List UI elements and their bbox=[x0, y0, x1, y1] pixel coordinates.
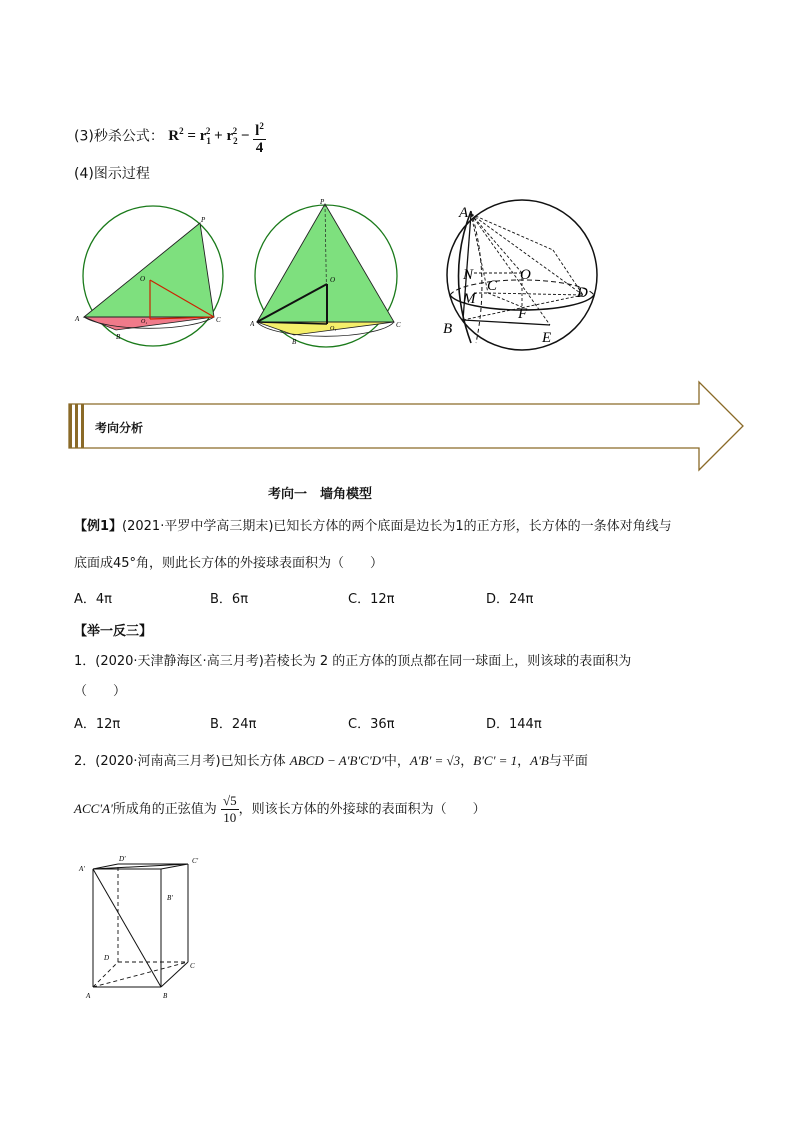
question-1-line-2: （ ） bbox=[74, 684, 127, 699]
label-a: A bbox=[250, 320, 255, 328]
banner-bar-2 bbox=[75, 404, 78, 448]
label-b: B bbox=[292, 338, 297, 346]
label-c: C bbox=[190, 962, 195, 970]
banner-arrow-shape bbox=[69, 382, 743, 470]
label-a: A bbox=[86, 992, 91, 1000]
label-ap: A' bbox=[79, 865, 85, 873]
edge-a-o bbox=[471, 214, 522, 273]
label-d: D bbox=[104, 954, 110, 962]
label-c: C bbox=[396, 321, 401, 329]
label-m: M bbox=[463, 291, 476, 307]
section-banner bbox=[68, 380, 748, 472]
example-1-option-d: D．24π bbox=[486, 592, 534, 607]
formula-expression: $R^2 = r_1^2 + r_2^2$ − $\frac{l^2}{4}$ bbox=[168, 128, 266, 144]
practice-title: 【举一反三】 bbox=[74, 624, 153, 639]
section-4-title: (4)图示过程 bbox=[74, 166, 150, 182]
edge-c-d bbox=[488, 293, 583, 295]
question-2-line-2: ACC'A'所成角的正弦值为 $\frac{√5}{10}$ ，则该长方体的外接球的表面积为（ ） bbox=[74, 793, 486, 825]
label-d: D bbox=[577, 285, 588, 301]
question-1-option-b: B．24π bbox=[210, 717, 257, 732]
example-1-option-c: C．12π bbox=[348, 592, 395, 607]
example-1-line-1: 【例1】(2021·平罗中学高三期末)已知长方体的两个底面是边长为1的正方形，长方体的一条体对角线与 bbox=[74, 519, 672, 534]
section-heading: 考向一 墙角模型 bbox=[268, 487, 373, 502]
label-dp: D' bbox=[119, 855, 126, 863]
label-bp: B' bbox=[167, 894, 173, 902]
question-2-line-1: 2．(2020·河南高三月考)已知长方体 ABCD − A'B'C'D'中，A'B' = √3，B'C' = 1，A'B与平面 bbox=[74, 753, 588, 769]
label-a: A bbox=[459, 205, 469, 221]
example-1-line-2: 底面成45°角，则此长方体的外接球表面积为（ ） bbox=[74, 556, 384, 571]
figure-2-sphere bbox=[250, 196, 410, 354]
label-n: N bbox=[463, 267, 474, 283]
question-1-option-c: C．36π bbox=[348, 717, 395, 732]
diag-a-c bbox=[93, 962, 188, 987]
label-b: B bbox=[443, 321, 453, 337]
label-p: P bbox=[320, 198, 325, 206]
question-1-option-d: D．144π bbox=[486, 717, 542, 732]
label-a: A bbox=[75, 315, 80, 323]
edge-a-d bbox=[93, 962, 118, 987]
label-cp: C' bbox=[192, 857, 199, 865]
question-2-fraction: $\frac{√5}{10}$ bbox=[222, 793, 237, 825]
edge-a-c bbox=[471, 214, 488, 293]
example-1-option-b: B．6π bbox=[210, 592, 249, 607]
label-o: O bbox=[520, 267, 531, 283]
question-1-line-1: 1．(2020·天津静海区·高三月考)若棱长为 2 的正方体的顶点都在同一球面上，则该球的表面积为 bbox=[74, 654, 632, 669]
label-e: E bbox=[542, 330, 552, 346]
diag-ap-b bbox=[93, 869, 161, 987]
face-triangle bbox=[84, 223, 214, 317]
label-b: B bbox=[116, 333, 121, 341]
figure-3-sphere bbox=[438, 195, 608, 353]
label-c: C bbox=[216, 316, 221, 324]
formula-line bbox=[74, 118, 266, 156]
banner-title: 考向分析 bbox=[95, 421, 144, 435]
example-1-tag: 【例1】 bbox=[74, 519, 123, 534]
label-p: P bbox=[201, 216, 206, 224]
edge-c-f bbox=[488, 293, 522, 307]
label-o: O bbox=[330, 276, 336, 284]
label-o1: O₁ bbox=[141, 319, 148, 325]
formula-fraction: $\frac{l^2}{4}$ bbox=[253, 118, 266, 156]
label-c: C bbox=[487, 278, 498, 294]
formula-prefix: (3)秒杀公式： bbox=[74, 128, 164, 145]
cuboid-figure bbox=[76, 852, 206, 1002]
label-o1: O₁ bbox=[330, 326, 337, 332]
question-1-option-a: A．12π bbox=[74, 717, 121, 732]
label-f: F bbox=[518, 306, 528, 322]
label-o: O bbox=[140, 275, 146, 283]
banner-bar-3 bbox=[81, 404, 84, 448]
label-b: B bbox=[163, 992, 168, 1000]
banner-bar-1 bbox=[69, 404, 72, 448]
figure-1-sphere bbox=[72, 200, 242, 350]
example-1-option-a: A．4π bbox=[74, 592, 112, 607]
edge-b-e bbox=[463, 320, 550, 325]
